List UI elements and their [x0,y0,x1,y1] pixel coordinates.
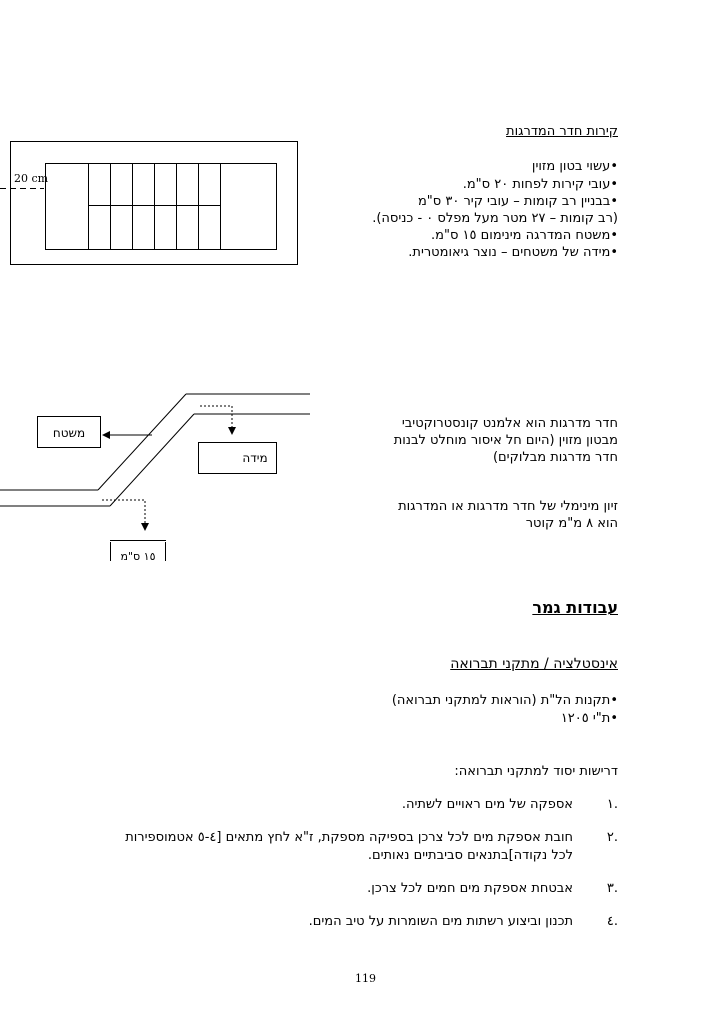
list-number: ٤. [606,914,618,929]
inner-stair-rect [46,164,277,250]
list-number: ٢. [606,830,618,845]
lower-landing [0,490,110,506]
paragraph-line: זיון מינימלי של חדר מדרגות או המדרגות [398,499,618,514]
inclined-flight [98,394,194,506]
paragraph-line: חדר מדרגות מבלוקים) [492,450,618,465]
dimension-label: 20 cm [14,172,49,185]
landing-label: משטח [52,426,86,440]
requirements-title: דרישות יסוד למתקני תברואה: [454,764,618,779]
bullet-item: •מידה של משטחים – נוצר גיאומטרית. [408,245,618,260]
bullet-item: •עשוי בטון מזוין [531,159,618,174]
list-number: ٣. [606,881,618,896]
bullet-item: •בבניין רב קומות – עובי קיר ٣٠ ס"מ [417,194,618,209]
size-label: מידה [242,451,268,465]
list-item: חובת אספקת מים לכל צרכן בספיקה מספקת, ז"א לחץ מתאים [٤-٥ אטמוספירות [125,830,573,845]
list-number: ١. [606,797,618,812]
list-item: אבטחת אספקת מים חמים לכל צרכן. [367,881,573,896]
bullet-item: •משטח המדרגה מינימום ١٥ ס"מ. [431,228,618,243]
section-title-stairwell-walls: קירות חדר המדרגות [506,124,618,139]
paragraph-line: הוא ٨ מ"מ קוטר [525,516,618,531]
thickness-arrow [102,500,145,530]
stair-steps [88,163,221,250]
paragraph-line: מבטון מזוין (היום חל איסור מוחלט לבנות [393,433,618,448]
bullet-item: •תקנות הל"ת (הוראות למתקני תברואה) [391,693,618,708]
list-item-continuation: לכל נקודה]בתנאים סביבתיים נאותים. [367,848,573,863]
heading-finishing-works: עבודות גמר [532,598,618,617]
list-item: אספקה של מים ראויים לשתיה. [401,797,573,812]
stairwell-plan-diagram [0,0,310,270]
page-number: 119 [355,972,376,985]
stair-section-diagram [0,390,310,570]
size-arrow [200,406,232,434]
bullet-item: •ת"י ١٢٠٥ [560,711,618,726]
bullet-item: •עובי קירות לפחות ٢٠ ס"מ. [462,177,618,192]
subheading-plumbing: אינסטלציה / מתקני תברואה [450,656,618,672]
thickness-label: ١٥ ס"מ [120,550,156,563]
paragraph-line: חדר מדרגות הוא אלמנט קונסטרוקטיבי [401,416,618,431]
upper-landing [186,394,310,414]
list-item: תכנון וביצוע רשתות מים השומרות על טיב המים. [308,914,573,929]
bullet-item: (רב קומות – ٢٧ מטר מעל מפלס ٠ - כניסה). [372,211,618,226]
